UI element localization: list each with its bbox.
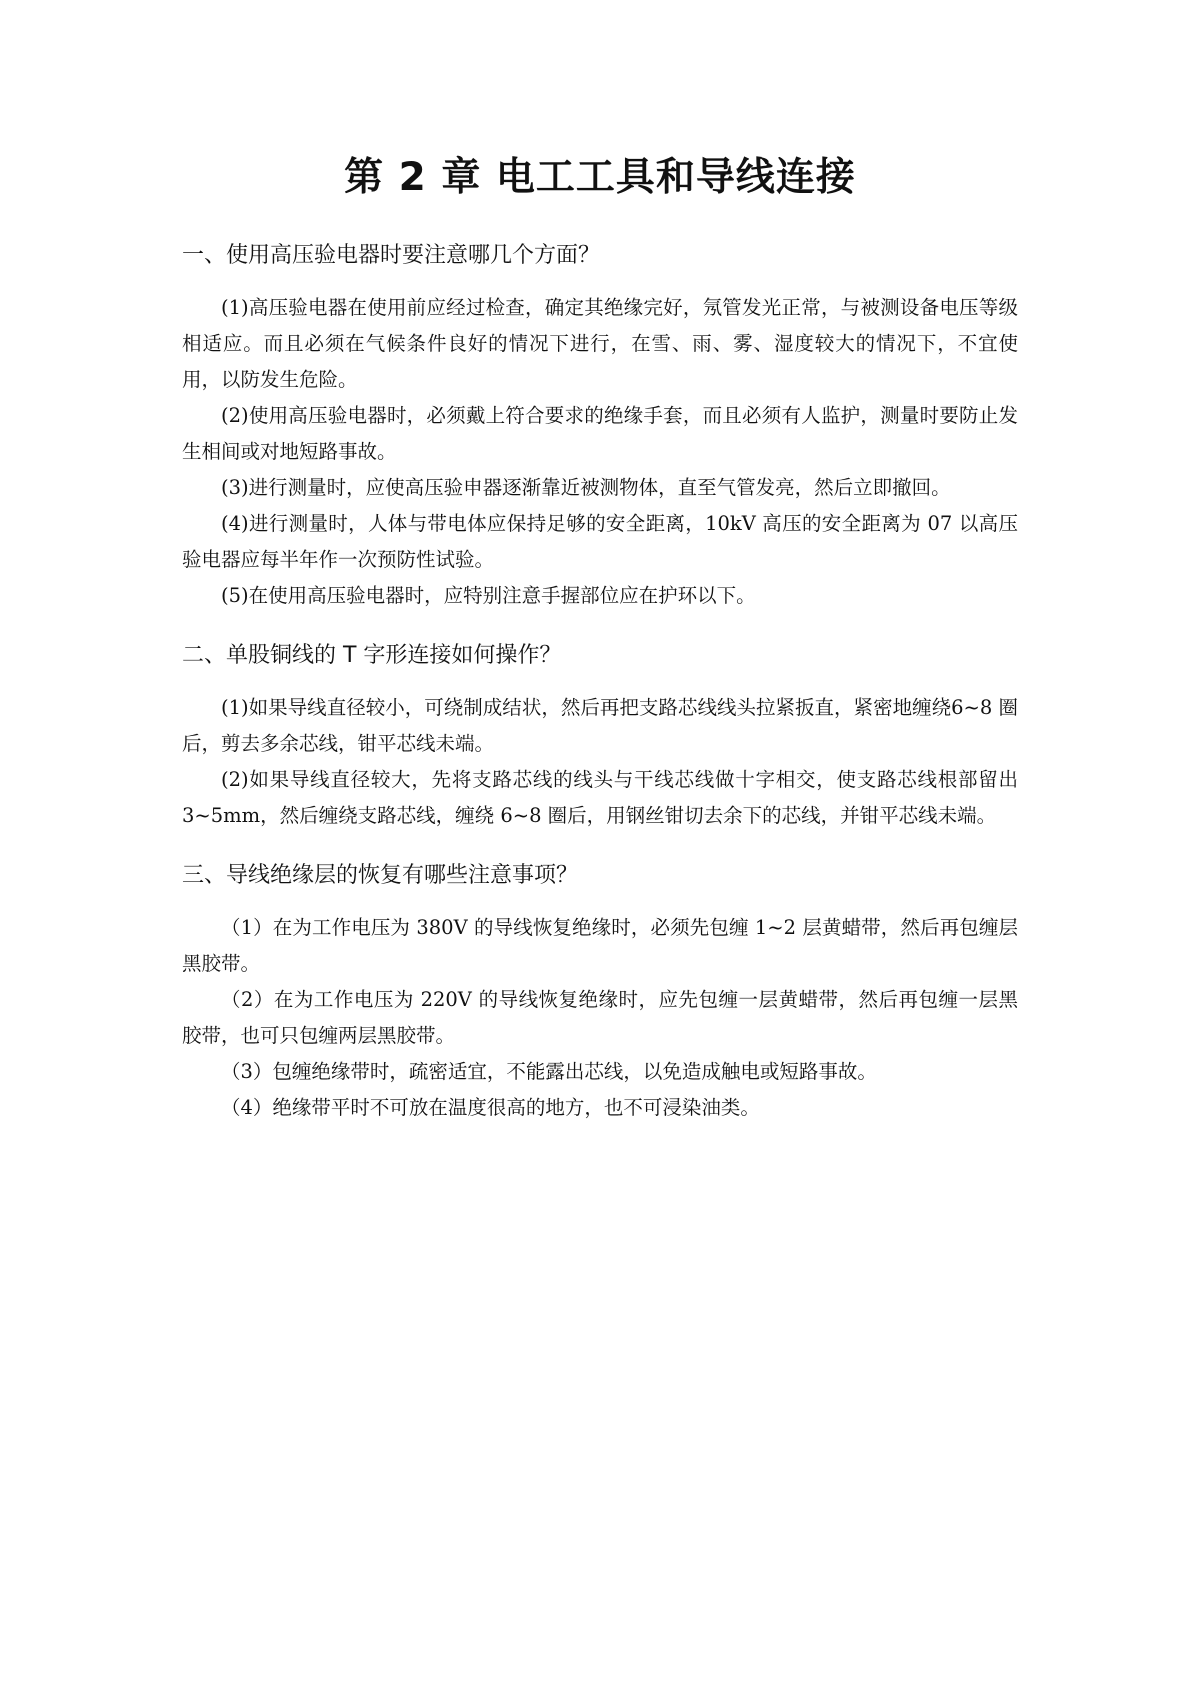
section-high-voltage-tester bbox=[182, 238, 1018, 614]
paragraph: (3)进行测量时，应使高压验申器逐渐靠近被测物体，直至气管发亮，然后立即撤回。 bbox=[221, 476, 951, 499]
page-content bbox=[182, 150, 1018, 1126]
paragraph: (1)高压验电器在使用前应经过检查，确定其绝缘完好，氖管发光正常，与被测设备电压等级相适应。而且必须在气候条件良好的情况下进行，在雪、雨、雾、湿度较大的情况下，不宜使用，以防发生危险。 bbox=[182, 296, 1018, 391]
section-t-connection bbox=[182, 638, 1018, 834]
paragraph: (2)如果导线直径较大，先将支路芯线的线头与干线芯线做十字相交，使支路芯线根部留出 3~5mm，然后缠绕支路芯线，缠绕 6~8 圈后，用钢丝钳切去余下的芯线，并钳平芯线未端。 bbox=[182, 768, 1018, 827]
section-insulation-restoration bbox=[182, 858, 1018, 1126]
paragraph: (2)使用高压验电器时，必须戴上符合要求的绝缘手套，而且必须有人监护，测量时要防止发生相间或对地短路事故。 bbox=[182, 404, 1018, 463]
paragraph: (4)进行测量时，人体与带电体应保持足够的安全距离，10kV 高压的安全距离为 07 以高压验电器应每半年作一次预防性试验。 bbox=[182, 512, 1018, 571]
paragraph: （2）在为工作电压为 220V 的导线恢复绝缘时，应先包缠一层黄蜡带，然后再包缠一层黑胶带，也可只包缠两层黑胶带。 bbox=[182, 988, 1018, 1047]
paragraph: （4）绝缘带平时不可放在温度很高的地方，也不可浸染油类。 bbox=[221, 1096, 760, 1119]
paragraph: (1)如果导线直径较小，可绕制成结状，然后再把支路芯线线头拉紧扳直，紧密地缠绕6~8 圈后，剪去多余芯线，钳平芯线未端。 bbox=[182, 696, 1018, 755]
paragraph: (5)在使用高压验电器时，应特别注意手握部位应在护环以下。 bbox=[221, 584, 756, 607]
paragraph: （1）在为工作电压为 380V 的导线恢复绝缘时，必须先包缠 1~2 层黄蜡带，然后再包缠层黑胶带。 bbox=[182, 916, 1018, 975]
section-heading: 一、使用高压验电器时要注意哪几个方面？ bbox=[182, 243, 601, 268]
section-heading: 三、导线绝缘层的恢复有哪些注意事项？ bbox=[182, 863, 579, 888]
section-heading: 二、单股铜线的 T 字形连接如何操作？ bbox=[182, 643, 562, 668]
chapter-title: 第 2 章 电工工具和导线连接 bbox=[344, 155, 856, 200]
paragraph: （3）包缠绝缘带时，疏密适宜，不能露出芯线，以免造成触电或短路事故。 bbox=[221, 1060, 877, 1083]
